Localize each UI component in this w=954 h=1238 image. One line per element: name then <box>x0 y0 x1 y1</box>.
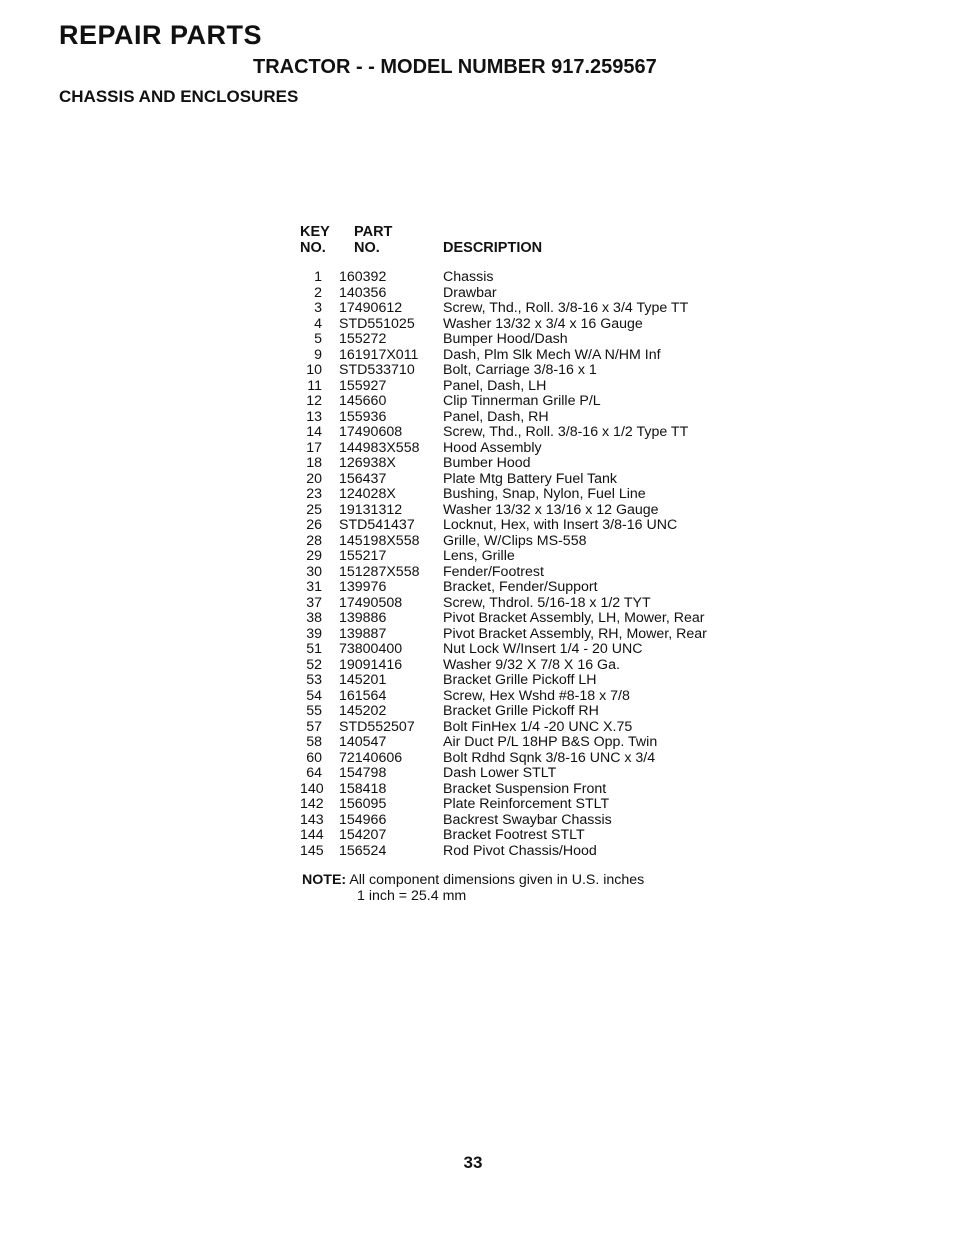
section-heading: CHASSIS AND ENCLOSURES <box>59 87 299 106</box>
part-number: 140356 <box>339 284 387 301</box>
part-number: 17490612 <box>339 300 403 316</box>
description: Backrest Swaybar Chassis <box>443 811 612 828</box>
part-number: 154966 <box>339 811 387 828</box>
key-number: 3 <box>314 300 322 316</box>
description: Screw, Thd., Roll. 3/8-16 x 1/2 Type TT <box>443 424 689 440</box>
description: Bushing, Snap, Nylon, Fuel Line <box>443 486 646 502</box>
header-key-line1: KEY <box>300 224 330 240</box>
part-number: 73800400 <box>339 641 403 657</box>
key-number: 51 <box>306 641 322 657</box>
header-description: DESCRIPTION <box>443 240 543 256</box>
part-number: 17490508 <box>339 594 403 611</box>
key-number: 140 <box>300 780 324 797</box>
part-number: 161917X011 <box>339 346 419 363</box>
key-number: 142 <box>300 796 324 812</box>
part-number: 139976 <box>339 579 387 595</box>
description: Bolt FinHex 1/4 -20 UNC X.75 <box>443 718 633 735</box>
key-number: 55 <box>306 703 322 719</box>
description: Bracket Grille Pickoff LH <box>443 672 597 688</box>
description: Bracket Grille Pickoff RH <box>443 703 599 719</box>
description: Washer 9/32 X 7/8 X 16 Ga. <box>443 656 620 673</box>
description: Clip Tinnerman Grille P/L <box>443 393 601 409</box>
key-number: 10 <box>306 362 322 378</box>
key-number: 26 <box>306 517 322 533</box>
note-line2: 1 inch = 25.4 mm <box>357 888 467 904</box>
note-line1: All component dimensions given in U.S. inches <box>349 872 645 888</box>
key-number: 58 <box>306 734 322 750</box>
description: Hood Assembly <box>443 439 542 456</box>
model-subtitle: TRACTOR - - MODEL NUMBER 917.259567 <box>253 56 657 78</box>
key-number: 18 <box>306 455 322 471</box>
part-number: 155927 <box>339 377 387 394</box>
key-number: 23 <box>306 486 322 502</box>
key-number: 12 <box>306 393 322 409</box>
description: Nut Lock W/Insert 1/4 - 20 UNC <box>443 641 643 657</box>
description: Bracket, Fender/Support <box>443 579 598 595</box>
part-number: 126938X <box>339 455 396 471</box>
description: Grille, W/Clips MS-558 <box>443 532 587 549</box>
description: Screw, Thd., Roll. 3/8-16 x 3/4 Type TT <box>443 300 689 316</box>
part-number: 139886 <box>339 610 387 626</box>
key-number: 29 <box>306 548 322 564</box>
part-number: 155217 <box>339 548 387 564</box>
dimension-note <box>302 872 644 904</box>
part-number: 151287X558 <box>339 563 420 580</box>
key-number: 4 <box>314 315 322 332</box>
description: Drawbar <box>443 284 497 301</box>
description: Plate Mtg Battery Fuel Tank <box>443 470 618 487</box>
part-number: 155936 <box>339 408 387 425</box>
description: Dash Lower STLT <box>443 765 557 781</box>
description: Bracket Footrest STLT <box>443 827 585 843</box>
header-part-line1: PART <box>354 224 393 240</box>
part-number: 154798 <box>339 765 387 781</box>
description: Washer 13/32 x 3/4 x 16 Gauge <box>443 315 643 332</box>
key-number: 9 <box>314 346 322 363</box>
key-number: 2 <box>314 284 322 301</box>
part-number: 156524 <box>339 842 387 859</box>
description: Pivot Bracket Assembly, LH, Mower, Rear <box>443 610 705 626</box>
key-number: 17 <box>306 439 322 456</box>
note-label: NOTE: <box>302 872 347 888</box>
part-number: STD551025 <box>339 315 415 332</box>
description: Fender/Footrest <box>443 563 544 580</box>
part-number: 144983X558 <box>339 439 420 456</box>
part-number: STD541437 <box>339 517 415 533</box>
page-number: 33 <box>463 1153 483 1172</box>
description: Chassis <box>443 269 494 285</box>
part-number: 145202 <box>339 703 387 719</box>
header-key-line2: NO. <box>300 240 326 256</box>
part-number: 156095 <box>339 796 387 812</box>
key-number: 57 <box>306 718 322 735</box>
key-number: 30 <box>306 563 322 580</box>
part-number: STD552507 <box>339 718 415 735</box>
part-number: 160392 <box>339 269 387 285</box>
part-number: 145201 <box>339 672 387 688</box>
description: Screw, Thdrol. 5/16-18 x 1/2 TYT <box>443 594 651 611</box>
part-number: 145198X558 <box>339 532 420 549</box>
description: Washer 13/32 x 13/16 x 12 Gauge <box>443 501 659 518</box>
key-number: 143 <box>300 811 324 828</box>
part-number: 156437 <box>339 470 387 487</box>
description: Plate Reinforcement STLT <box>443 796 610 812</box>
part-number: 158418 <box>339 780 387 797</box>
key-number: 145 <box>300 842 324 859</box>
part-number: 145660 <box>339 393 387 409</box>
description: Bracket Suspension Front <box>443 780 607 797</box>
part-number: 154207 <box>339 827 387 843</box>
key-number: 25 <box>306 501 322 518</box>
description: Bolt Rdhd Sqnk 3/8-16 UNC x 3/4 <box>443 749 656 766</box>
description: Bolt, Carriage 3/8-16 x 1 <box>443 362 597 378</box>
key-number: 28 <box>306 532 322 549</box>
key-number: 37 <box>306 594 322 611</box>
key-number: 5 <box>314 331 322 347</box>
part-number: 155272 <box>339 331 387 347</box>
description: Bumber Hood <box>443 455 531 471</box>
key-number: 52 <box>306 656 322 673</box>
key-number: 53 <box>306 672 322 688</box>
description: Screw, Hex Wshd #8-18 x 7/8 <box>443 687 630 704</box>
description: Pivot Bracket Assembly, RH, Mower, Rear <box>443 625 707 642</box>
key-number: 20 <box>306 470 322 487</box>
key-number: 14 <box>306 424 322 440</box>
description: Locknut, Hex, with Insert 3/8-16 UNC <box>443 517 678 533</box>
part-number: 17490608 <box>339 424 403 440</box>
part-number: STD533710 <box>339 362 415 378</box>
key-number: 60 <box>306 749 322 766</box>
key-number: 11 <box>307 377 322 394</box>
description: Bumper Hood/Dash <box>443 331 568 347</box>
description: Air Duct P/L 18HP B&S Opp. Twin <box>443 734 658 750</box>
part-number: 124028X <box>339 486 396 502</box>
key-number: 13 <box>306 408 322 425</box>
description: Rod Pivot Chassis/Hood <box>443 842 597 859</box>
description: Dash, Plm Slk Mech W/A N/HM Inf <box>443 346 661 363</box>
key-number: 54 <box>306 687 322 704</box>
key-number: 31 <box>306 579 322 595</box>
key-number: 39 <box>306 625 322 642</box>
key-number: 144 <box>300 827 324 843</box>
description: Panel, Dash, RH <box>443 408 549 425</box>
key-number: 64 <box>306 765 322 781</box>
header-part-line2: NO. <box>354 240 380 256</box>
key-number: 38 <box>306 610 322 626</box>
part-number: 140547 <box>339 734 387 750</box>
part-number: 139887 <box>339 625 387 642</box>
description: Panel, Dash, LH <box>443 377 547 394</box>
part-number: 161564 <box>339 687 387 704</box>
part-number: 19131312 <box>339 501 403 518</box>
part-number: 19091416 <box>339 656 403 673</box>
part-number: 72140606 <box>339 749 403 766</box>
description: Lens, Grille <box>443 548 515 564</box>
page-title: REPAIR PARTS <box>59 20 263 50</box>
key-number: 1 <box>314 269 322 285</box>
